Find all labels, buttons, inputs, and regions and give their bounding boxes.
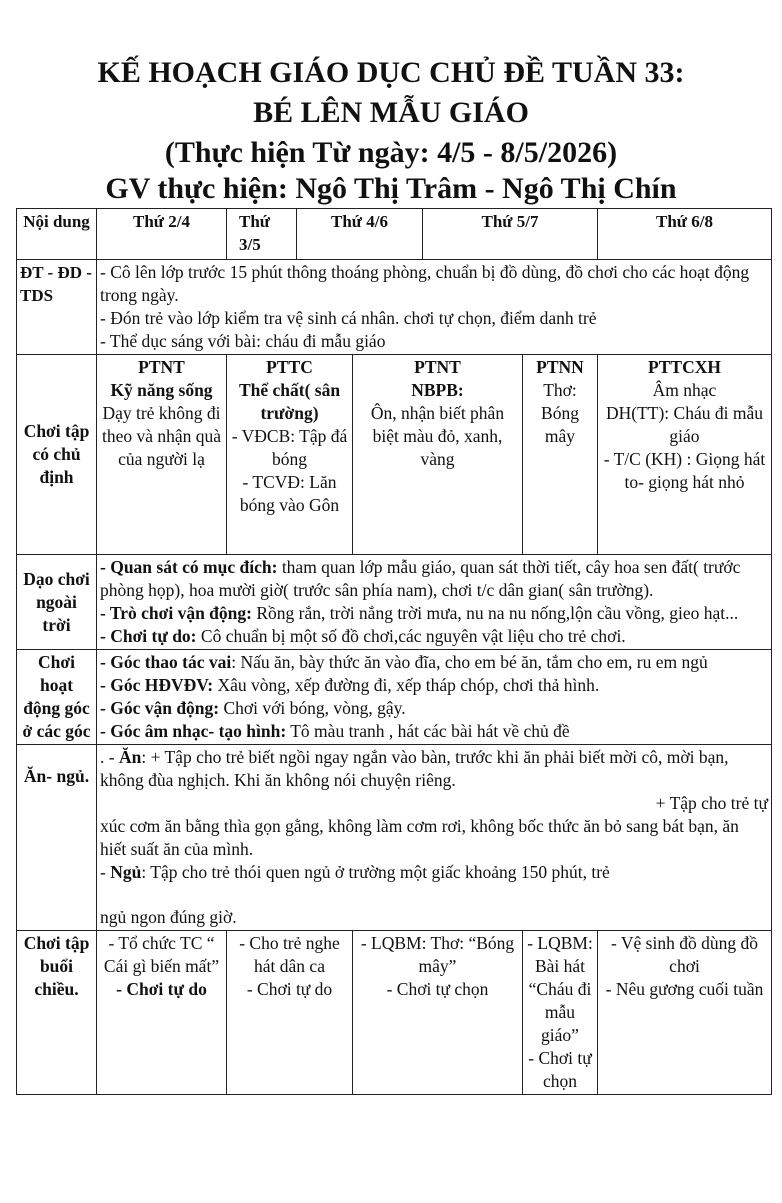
fri-area: PTTCXH: [648, 357, 721, 377]
goc-art-label: - Góc âm nhạc- tạo hình:: [100, 721, 287, 741]
ngu-label: Ngủ: [110, 862, 142, 882]
fri-activity-2: - T/C (KH) : Giọng hát to- giọng hát nhỏ: [603, 449, 766, 492]
ngu-text-end: ngủ ngon đúng giờ.: [100, 907, 237, 927]
header-thu-4: Thứ 4/6: [297, 209, 423, 260]
mon-subject: Kỹ năng sống: [110, 380, 213, 400]
goc-role-label: - Góc thao tác vai: [100, 652, 232, 672]
header-thu-2: Thứ 2/4: [97, 209, 227, 260]
wed-area: PTNT: [414, 357, 461, 377]
choi-tap-fri: [598, 355, 772, 555]
mon-area: PTNT: [138, 357, 185, 377]
choi-tap-mon: [97, 355, 227, 555]
goc-build-text: Xâu vòng, xếp đường đi, xếp tháp chóp, chơi thả hình.: [213, 675, 600, 695]
dao-choi-game-text: Rồng rắn, trời nắng trời mưa, nu na nu nống,lộn cầu vồng, gieo hạt...: [251, 603, 739, 623]
wed-activity: Ôn, nhận biết phân biệt màu đỏ, xanh, vàng: [370, 403, 505, 469]
row-label-chieu: Chơi tập buổi chiều.: [17, 931, 97, 1095]
header-thu-3: Thứ 3/5: [227, 209, 297, 260]
thu-area: PTNN: [536, 357, 584, 377]
row-label-choi-tap: Chơi tập có chủ định: [17, 355, 97, 555]
don-tre-line-2: - Đón trẻ vào lớp kiểm tra vệ sinh cá nhân. chơi tự chọn, điểm danh trẻ: [100, 308, 597, 328]
goc-content: [97, 650, 772, 745]
doc-title-date: (Thực hiện Từ ngày: 4/5 - 8/5/2026): [164, 136, 618, 169]
chieu-thu-1: - LQBM: Bài hát “Cháu đi mẫu giáo”: [527, 933, 593, 1045]
dao-choi-free-text: Cô chuẩn bị một số đồ chơi,các nguyên vật liệu cho trẻ chơi.: [196, 626, 626, 646]
doc-title-line2: BÉ LÊN MẪU GIÁO: [253, 96, 529, 129]
table-row-don-tre: [17, 260, 772, 355]
chieu-fri-1: - Vệ sinh đồ dùng đồ chơi: [611, 933, 758, 976]
chieu-wed-2: - Chơi tự chọn: [386, 979, 489, 999]
ngu-prefix: -: [100, 862, 111, 882]
don-tre-line-3: - Thể dục sáng với bài: cháu đi mẫu giáo: [100, 331, 386, 351]
don-tre-content: [97, 260, 772, 355]
row-label-goc: Chơi hoạt động góc ở các góc: [17, 650, 97, 745]
chieu-wed-1: - LQBM: Thơ: “Bóng mây”: [360, 933, 515, 976]
choi-tap-thu: [523, 355, 598, 555]
chieu-fri: [598, 931, 772, 1095]
thu-activity: Bóng mây: [541, 403, 579, 446]
goc-art-text: Tô màu tranh , hát các bài hát về chủ đề: [286, 721, 570, 741]
row-label-an-ngu: Ăn- ngủ.: [17, 745, 97, 931]
header-thu-6: Thứ 6/8: [598, 209, 772, 260]
doc-title-line1: KẾ HOẠCH GIÁO DỤC CHỦ ĐỀ TUẦN 33:: [97, 56, 685, 89]
chieu-mon-2: - Chơi tự do: [116, 979, 207, 999]
an-extra-lead: + Tập cho trẻ tự: [655, 793, 768, 813]
row-label-dao-choi: Dạo chơi ngoài trời: [17, 555, 97, 650]
fri-subject: Âm nhạc: [652, 380, 717, 400]
wed-subject: NBPB:: [411, 380, 464, 400]
tue-area: PTTC: [266, 357, 313, 377]
chieu-thu: [523, 931, 598, 1095]
tue-activity-2: - TCVĐ: Lăn bóng vào Gôn: [239, 472, 340, 515]
an-ngu-content: [97, 745, 772, 931]
table-row-dao-choi: [17, 555, 772, 650]
mon-activity: Dạy trẻ không đi theo và nhận quà của người lạ: [101, 403, 222, 469]
table-header-row: [17, 209, 772, 260]
tue-activity-1: - VĐCB: Tập đá bóng: [231, 426, 348, 469]
chieu-tue-1: - Cho trẻ nghe hát dân ca: [239, 933, 340, 976]
ngu-text: : Tập cho trẻ thói quen ngủ ở trường một giấc khoảng 150 phút, trẻ: [141, 862, 610, 882]
chieu-tue: [227, 931, 353, 1095]
dao-choi-content: [97, 555, 772, 650]
an-prefix: . -: [100, 747, 119, 767]
don-tre-line-1: - Cô lên lớp trước 15 phút thông thoáng phòng, chuẩn bị đồ dùng, đồ chơi cho các hoạt động trong ngày.: [100, 262, 750, 305]
dao-choi-observe-text: tham quan lớp mẫu giáo, quan sát thời tiết, cây hoa sen đất( trước phòng họp), hoa mười giờ( trước sân phía nam), chơi t/c dân gian( sân trường).: [100, 557, 741, 600]
dao-choi-observe-label: - Quan sát có mục đích:: [100, 557, 278, 577]
goc-role-text: : Nấu ăn, bày thức ăn vào đĩa, cho em bé ăn, tắm cho em, ru em ngủ: [231, 652, 708, 672]
an-label: Ăn: [118, 747, 142, 767]
row-label-don-tre: ĐT - ĐD - TDS: [17, 260, 97, 355]
goc-motor-label: - Góc vận động:: [100, 698, 220, 718]
plan-table: [16, 208, 772, 1095]
chieu-mon-1: - Tổ chức TC “ Cái gì biến mất”: [103, 933, 220, 976]
choi-tap-wed: [353, 355, 523, 555]
choi-tap-tue: [227, 355, 353, 555]
an-text: : + Tập cho trẻ biết ngồi ngay ngắn vào bàn, trước khi ăn phải biết mời cô, mời bạn, không đùa nghịch. Khi ăn không nói chuyện riêng.: [100, 747, 729, 790]
chieu-wed: [353, 931, 523, 1095]
table-row-an-ngu: [17, 745, 772, 931]
tue-subject: Thể chất( sân trường): [238, 380, 341, 423]
doc-title-teachers: GV thực hiện: Ngô Thị Trâm - Ngô Thị Chín: [105, 172, 677, 205]
chieu-tue-2: - Chơi tự do: [246, 979, 333, 999]
header-thu-5: Thứ 5/7: [423, 209, 598, 260]
goc-motor-text: Chơi với bóng, vòng, gậy.: [219, 698, 406, 718]
dao-choi-game-label: - Trò chơi vận động:: [100, 603, 252, 623]
an-extra-text: xúc cơm ăn bằng thìa gọn gằng, không làm cơm rơi, không bốc thức ăn bỏ sang bát bạn, ăn hiết suất ăn của mình.: [100, 816, 739, 859]
dao-choi-free-label: - Chơi tự do:: [100, 626, 197, 646]
table-row-chieu: [17, 931, 772, 1095]
chieu-thu-2: - Chơi tự chọn: [528, 1048, 592, 1091]
table-row-choi-tap: [17, 355, 772, 555]
table-row-goc: [17, 650, 772, 745]
goc-build-label: - Góc HĐVĐV:: [100, 675, 214, 695]
chieu-mon: [97, 931, 227, 1095]
chieu-fri-2: - Nêu gương cuối tuần: [605, 979, 764, 999]
thu-subject: Thơ:: [543, 380, 577, 400]
header-noi-dung: Nội dung: [17, 209, 97, 260]
fri-activity-1: DH(TT): Cháu đi mẫu giáo: [606, 403, 763, 446]
